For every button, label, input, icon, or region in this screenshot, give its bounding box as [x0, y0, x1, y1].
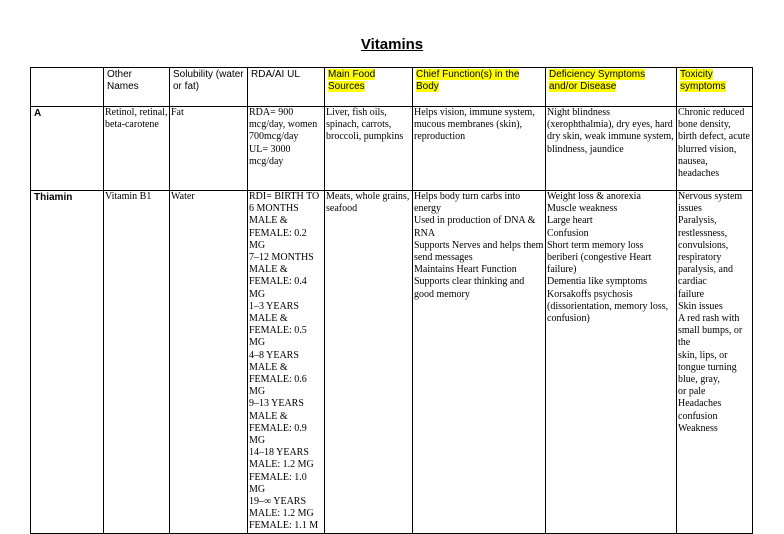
header-cell-rda — [248, 68, 325, 107]
deficiency-cell: Weight loss & anorexia Muscle weakness Large heart Confusion Short term memory loss beriberi (congestive Heart failure) Dementia like symptoms Korsakoffs psychosis (dissorientation, memory loss, confusion) — [546, 191, 677, 534]
deficiency-cell: Night blindness (xerophthalmia), dry eyes, hard dry skin, weak immune system, blindness, jaundice — [546, 107, 677, 191]
toxicity-cell: Chronic reduced bone density, birth defect, acute blurred vision, nausea, headaches — [677, 107, 753, 191]
functions-cell: Helps vision, immune system, mucous membranes (skin), reproduction — [413, 107, 546, 191]
vitamins-table — [30, 67, 753, 534]
other-names-cell: Retinol, retinal, beta-carotene — [104, 107, 170, 191]
header-cell-functions — [413, 68, 546, 107]
header-row — [31, 68, 753, 107]
header-cell-food-sources — [325, 68, 413, 107]
header-cell-deficiency — [546, 68, 677, 107]
food-sources-cell: Liver, fish oils, spinach, carrots, broccoli, pumpkins — [325, 107, 413, 191]
food-sources-cell: Meats, whole grains, seafood — [325, 191, 413, 534]
other-names-cell: Vitamin B1 — [104, 191, 170, 534]
header-label: RDA/AI UL — [251, 69, 300, 80]
rda-cell: RDI= BIRTH TO 6 MONTHS MALE & FEMALE: 0.2 MG 7–12 MONTHS MALE & FEMALE: 0.4 MG 1–3 YEARS MALE & FEMALE: 0.5 MG 4–8 YEARS MALE & FEMALE: 0.6 MG 9–13 YEARS MALE & FEMALE: 0.9 MG 14–18 YEARS MALE: 1.2 MG FEMALE: 1.0 MG 19–∞ YEARS MALE: 1.2 MG FEMALE: 1.1 M — [248, 191, 325, 534]
header-label: Toxicity symptoms — [680, 69, 726, 92]
header-cell-vitamin — [31, 68, 104, 107]
vitamin-name-cell: A — [31, 107, 104, 191]
rda-cell: RDA= 900 mcg/day, women 700mcg/day UL= 3000 mcg/day — [248, 107, 325, 191]
solubility-cell: Water — [170, 191, 248, 534]
header-label: Deficiency Symptoms and/or Disease — [549, 69, 646, 92]
header-label: Main Food Sources — [328, 69, 376, 92]
header-label: Other Names — [107, 69, 139, 92]
toxicity-cell: Nervous system issues Paralysis, restlessness, convulsions, respiratory paralysis, and cardiac failure Skin issues A red rash with small bumps, or the skin, lips, or tongue turning blue, gray, or pale Headaches confusion Weakness — [677, 191, 753, 534]
header-cell-solubility — [170, 68, 248, 107]
header-cell-other-names — [104, 68, 170, 107]
table-row — [31, 107, 753, 191]
solubility-cell: Fat — [170, 107, 248, 191]
header-cell-toxicity — [677, 68, 753, 107]
table-row — [31, 191, 753, 534]
vitamin-name-cell: Thiamin — [31, 191, 104, 534]
document-title: Vitamins — [360, 36, 424, 53]
functions-cell: Helps body turn carbs into energy Used in production of DNA & RNA Supports Nerves and helps them send messages Maintains Heart Function Supports clear thinking and good memory — [413, 191, 546, 534]
header-label: Chief Function(s) in the Body — [416, 69, 520, 92]
header-label: Solubility (water or fat) — [173, 69, 244, 92]
